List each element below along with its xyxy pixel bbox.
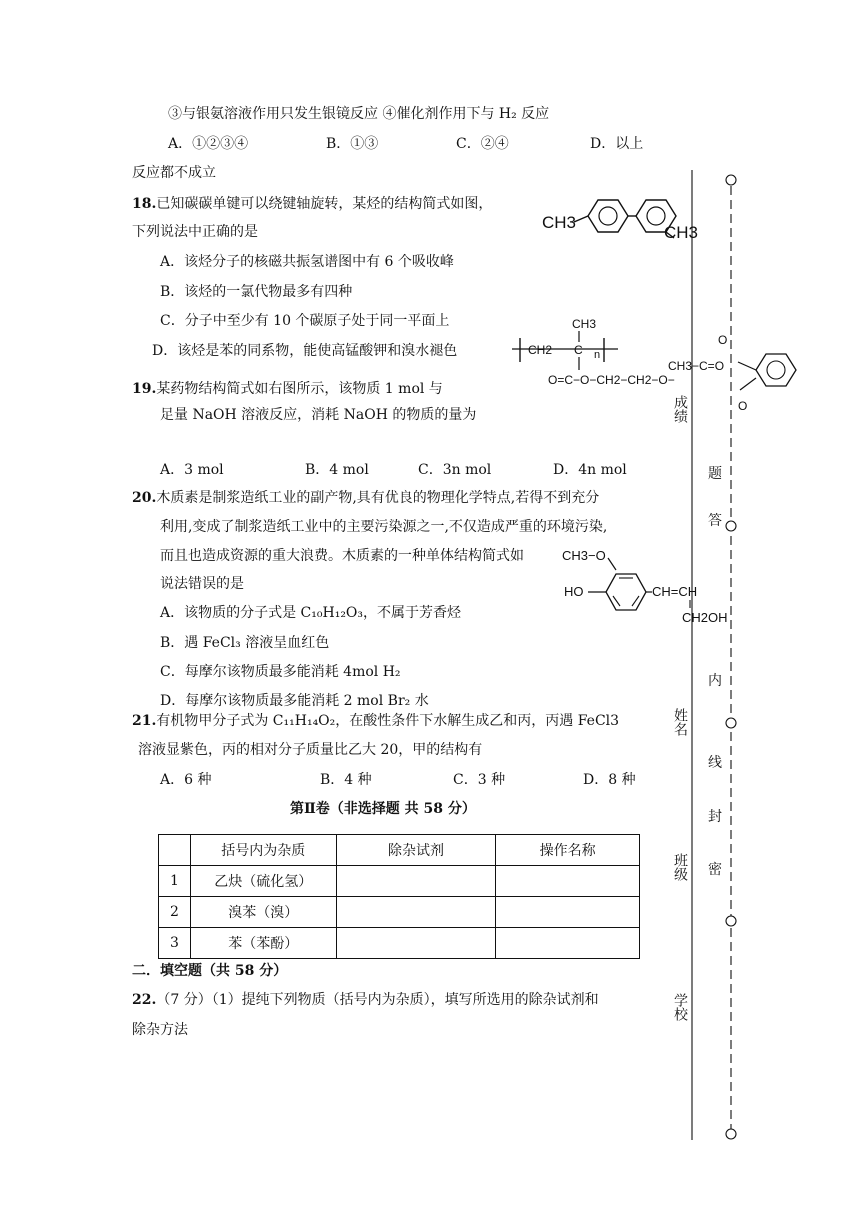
prev-option-d: D．以上 [590,136,644,152]
prev-option-b: B．①③ [326,136,379,152]
q22-number: 22. [132,992,157,1008]
q19-stem-2: 足量 NaOH 溶液反应，消耗 NaOH 的物质的量为 [160,407,477,423]
table-cell: 1 [159,866,191,897]
table-row [159,928,640,959]
table-header-row [159,835,640,866]
seal-char: 封 [708,809,722,825]
q20-stem-3: 而且也造成资源的重大浪费。木质素的一种单体结构简式如 [160,548,524,564]
q19-option-a: A．3 mol [160,462,224,478]
q18-number: 18. [132,196,157,212]
q19-ester-chain: O=C−O−CH2−CH2−O− [548,373,675,387]
q20-option-c: C．每摩尔该物质最多能消耗 4mol H₂ [160,664,401,680]
q20-ch2oh: CH2OH [682,610,728,625]
q22-stem-2: 除杂方法 [132,1022,188,1038]
binding-hole [726,916,736,926]
q19-upper-ester: CH3−C=O [668,359,725,373]
prev-option-d-cont: 反应都不成立 [132,165,216,181]
line-3-4: ③与银氨溶液作用只发生银镜反应 ④催化剂作用下与 H₂ 反应 [168,106,550,122]
binding-hole [726,718,736,728]
table-cell[interactable] [336,866,496,897]
table-cell: 苯（苯酚） [190,928,336,959]
q21-option-a: A．6 种 [160,772,212,788]
table-cell[interactable] [336,928,496,959]
q20-option-b: B．遇 FeCl₃ 溶液呈血红色 [160,635,330,651]
q18-option-d: D．该烃是苯的同系物，能使高锰酸钾和溴水褪色 [152,343,458,359]
table-cell[interactable] [496,866,640,897]
binding-label-name: 姓名 [672,708,688,736]
q22-stem-1: 22.（7 分）（1）提纯下列物质（括号内为杂质），填写所选用的除杂试剂和 [132,992,599,1008]
q19-stem-1: 19.某药物结构简式如右图所示，该物质 1 mol 与 [132,381,443,397]
q20-ho: HO [564,584,584,599]
q19-carbonyl-o: O [718,333,728,347]
q18-option-c: C．分子中至少有 10 个碳原子处于同一平面上 [160,313,450,329]
table-cell: 溴苯（溴） [190,897,336,928]
q18-right-ch3: CH3 [664,223,699,242]
q20-option-d: D．每摩尔该物质最多能消耗 2 mol Br₂ 水 [160,693,429,709]
table-cell[interactable] [336,897,496,928]
q18-stem-1: 18.已知碳碳单键可以绕键轴旋转，某烃的结构简式如图， [132,196,493,212]
q20-ch3o: CH3−O [562,548,606,563]
seal-char: 密 [708,862,722,878]
seal-char: 题 [708,466,722,482]
binding-label-score: 成绩 [672,395,688,423]
table-cell[interactable] [496,897,640,928]
purification-table [158,834,640,959]
binding-margin-lines [680,170,760,1150]
seal-char: 线 [708,755,722,771]
q19-structure-figure [508,312,808,412]
seal-char: 答 [708,513,722,529]
q18-left-ch3: CH3 [542,213,577,232]
binding-hole [726,1129,736,1139]
binding-hole [726,175,736,185]
table-cell: 乙炔（硫化氢） [190,866,336,897]
q21-stem-2: 溶液显紫色，丙的相对分子质量比乙大 20，甲的结构有 [138,742,483,758]
q20-stem-2: 利用,变成了制浆造纸工业中的主要污染源之一,不仅造成严重的环境污染, [160,519,608,535]
q20-chain: CH=CH [652,584,698,599]
table-cell: 3 [159,928,191,959]
table-cell[interactable] [496,928,640,959]
fill-section-title: 二．填空题（共 58 分） [132,963,288,979]
q18-stem-2: 下列说法中正确的是 [132,224,258,240]
q20-stem-1: 20.木质素是制浆造纸工业的副产物,具有优良的物理化学特点,若得不到充分 [132,490,600,506]
q19-option-d: D．4n mol [553,462,627,478]
table-header-cell [159,835,191,866]
q21-option-c: C．3 种 [453,772,506,788]
binding-hole [726,521,736,531]
q19-number: 19. [132,381,157,397]
section-2-title: 第Ⅱ卷（非选择题 共 58 分） [290,801,476,817]
q19-lower-o: O [738,399,748,413]
q20-option-a: A．该物质的分子式是 C₁₀H₁₂O₃，不属于芳香烃 [160,605,462,621]
table-header-cell: 括号内为杂质 [190,835,336,866]
q19-option-c: C．3n mol [418,462,492,478]
prev-option-a: A．①②③④ [168,136,249,152]
q19-option-b: B．4 mol [305,462,369,478]
q18-option-a: A．该烃分子的核磁共振氢谱图中有 6 个吸收峰 [160,254,454,270]
q20-number: 20. [132,490,157,506]
q21-option-b: B．4 种 [320,772,372,788]
prev-option-c: C．②④ [456,136,509,152]
q21-option-d: D．8 种 [583,772,636,788]
seal-char: 内 [708,673,722,689]
table-header-cell: 操作名称 [496,835,640,866]
q20-stem-4: 说法错误的是 [160,576,244,592]
q19-n: n [594,349,601,361]
q18-option-b: B．该烃的一氯代物最多有四种 [160,284,353,300]
q21-stem-1: 21.有机物甲分子式为 C₁₁H₁₄O₂，在酸性条件下水解生成乙和丙，丙遇 FeCl3 [132,713,620,729]
binding-label-class: 班级 [672,853,688,881]
table-cell: 2 [159,897,191,928]
q21-number: 21. [132,713,157,729]
binding-label-school: 学校 [672,993,688,1021]
q19-ch2: CH2 [528,343,553,357]
q19-c: C [574,343,583,357]
q19-ch3: CH3 [572,317,597,331]
table-row [159,866,640,897]
table-row [159,897,640,928]
table-header-cell: 除杂试剂 [336,835,496,866]
